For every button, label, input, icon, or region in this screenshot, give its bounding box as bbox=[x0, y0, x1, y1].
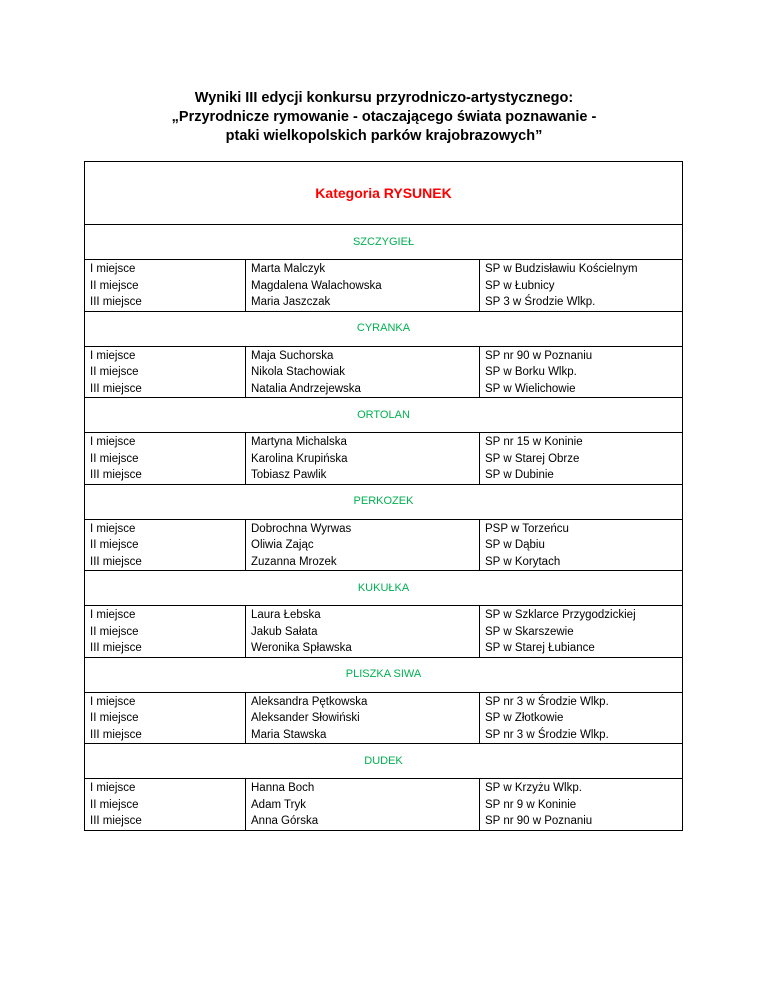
winner-name: Karolina Krupińska bbox=[251, 452, 348, 465]
place-cell bbox=[85, 346, 246, 398]
school-cell bbox=[480, 779, 683, 831]
document-title bbox=[0, 89, 768, 146]
title-line-1: Wyniki III edycji konkursu przyrodniczo-artystycznego: bbox=[194, 90, 574, 106]
results-row bbox=[85, 692, 683, 744]
species-row bbox=[85, 484, 683, 519]
winner-name: Laura Łebska bbox=[251, 609, 321, 621]
place-cell bbox=[85, 692, 246, 744]
place: II miejsce bbox=[90, 539, 139, 551]
results-row bbox=[85, 260, 683, 312]
school: SP w Starej Obrze bbox=[485, 452, 580, 465]
results-row bbox=[85, 433, 683, 485]
place: I miejsce bbox=[90, 522, 136, 535]
species-heading: ORTOLAN bbox=[85, 398, 683, 433]
winner-name-cell bbox=[246, 346, 480, 398]
winner-name: Natalia Andrzejewska bbox=[251, 382, 361, 395]
place: I miejsce bbox=[90, 609, 136, 621]
winner-name-cell bbox=[246, 779, 480, 831]
school-cell bbox=[480, 606, 683, 658]
results-row bbox=[85, 779, 683, 831]
place: III miejsce bbox=[90, 815, 142, 827]
species-heading: SZCZYGIEŁ bbox=[85, 225, 683, 260]
category-row bbox=[85, 162, 683, 225]
winner-name: Hanna Boch bbox=[251, 782, 315, 794]
place: I miejsce bbox=[90, 263, 136, 275]
place: III miejsce bbox=[90, 642, 142, 654]
school-cell bbox=[480, 433, 683, 485]
school: SP nr 15 w Koninie bbox=[485, 436, 583, 448]
school: SP w Wielichowie bbox=[485, 382, 576, 395]
place: II miejsce bbox=[90, 625, 139, 638]
results-body bbox=[85, 162, 683, 831]
title-line-3: ptaki wielkopolskich parków krajobrazowych” bbox=[225, 128, 543, 144]
place: III miejsce bbox=[90, 469, 142, 481]
winner-name: Nikola Stachowiak bbox=[251, 366, 345, 378]
place: III miejsce bbox=[90, 382, 142, 395]
winner-name-cell bbox=[246, 260, 480, 312]
school: SP nr 90 w Poznaniu bbox=[485, 349, 593, 362]
winner-name-cell bbox=[246, 692, 480, 744]
school: SP w Starej Łubiance bbox=[485, 642, 595, 654]
place: II miejsce bbox=[90, 798, 139, 811]
species-heading: CYRANKA bbox=[85, 311, 683, 346]
winner-name: Aleksandra Pętkowska bbox=[251, 695, 368, 708]
school: SP w Szklarce Przygodzickiej bbox=[485, 609, 636, 621]
results-row bbox=[85, 346, 683, 398]
winner-name: Weronika Spławska bbox=[251, 642, 352, 654]
winner-name: Adam Tryk bbox=[251, 798, 306, 811]
winner-name: Jakub Sałata bbox=[251, 625, 318, 638]
place: III miejsce bbox=[90, 555, 142, 568]
winner-name: Oliwia Zając bbox=[251, 539, 314, 551]
school: SP 3 w Środzie Wlkp. bbox=[485, 296, 596, 308]
title-line-2: „Przyrodnicze rymowanie - otaczającego świata poznawanie - bbox=[171, 109, 597, 125]
winner-name: Aleksander Słowiński bbox=[251, 712, 360, 724]
place: I miejsce bbox=[90, 695, 136, 708]
place: II miejsce bbox=[90, 279, 139, 292]
school: SP nr 9 w Koninie bbox=[485, 798, 577, 811]
species-heading: DUDEK bbox=[85, 744, 683, 779]
species-heading: PERKOZEK bbox=[85, 484, 683, 519]
place: I miejsce bbox=[90, 436, 136, 448]
school: SP w Skarszewie bbox=[485, 625, 574, 638]
school: SP nr 3 w Środzie Wlkp. bbox=[485, 695, 609, 708]
species-row bbox=[85, 398, 683, 433]
species-row bbox=[85, 744, 683, 779]
winner-name: Tobiasz Pawlik bbox=[251, 469, 327, 481]
place-cell bbox=[85, 779, 246, 831]
place-cell bbox=[85, 260, 246, 312]
winner-name-cell bbox=[246, 433, 480, 485]
school: SP w Dąbiu bbox=[485, 539, 545, 551]
winner-name: Anna Górska bbox=[251, 815, 319, 827]
school-cell bbox=[480, 346, 683, 398]
place: III miejsce bbox=[90, 728, 142, 741]
species-row bbox=[85, 657, 683, 692]
school: SP w Korytach bbox=[485, 555, 561, 568]
school: SP w Złotkowie bbox=[485, 712, 564, 724]
winner-name: Magdalena Walachowska bbox=[251, 279, 382, 292]
winner-name: Martyna Michalska bbox=[251, 436, 347, 448]
winner-name: Maja Suchorska bbox=[251, 349, 334, 362]
school-cell bbox=[480, 260, 683, 312]
winner-name: Marta Malczyk bbox=[251, 263, 326, 275]
species-row bbox=[85, 225, 683, 260]
place: III miejsce bbox=[90, 296, 142, 308]
results-row bbox=[85, 519, 683, 571]
category-heading: Kategoria RYSUNEK bbox=[85, 162, 683, 225]
school: SP w Krzyżu Wlkp. bbox=[485, 782, 582, 794]
school-cell bbox=[480, 692, 683, 744]
school: SP w Budzisławiu Kościelnym bbox=[485, 263, 638, 275]
winner-name-cell bbox=[246, 606, 480, 658]
school: PSP w Torzeńcu bbox=[485, 522, 569, 535]
winner-name: Maria Stawska bbox=[251, 728, 327, 741]
school: SP w Borku Wlkp. bbox=[485, 366, 577, 378]
place-cell bbox=[85, 433, 246, 485]
place-cell bbox=[85, 519, 246, 571]
results-row bbox=[85, 606, 683, 658]
winner-name: Dobrochna Wyrwas bbox=[251, 522, 352, 535]
place: II miejsce bbox=[90, 452, 139, 465]
winner-name: Maria Jaszczak bbox=[251, 296, 331, 308]
school: SP nr 90 w Poznaniu bbox=[485, 815, 593, 827]
winner-name-cell bbox=[246, 519, 480, 571]
results-table bbox=[84, 161, 683, 831]
place-cell bbox=[85, 606, 246, 658]
place: II miejsce bbox=[90, 712, 139, 724]
species-heading: PLISZKA SIWA bbox=[85, 657, 683, 692]
school-cell bbox=[480, 519, 683, 571]
school: SP w Łubnicy bbox=[485, 279, 555, 292]
place: I miejsce bbox=[90, 349, 136, 362]
place: II miejsce bbox=[90, 366, 139, 378]
school: SP w Dubinie bbox=[485, 469, 554, 481]
species-row bbox=[85, 311, 683, 346]
school: SP nr 3 w Środzie Wlkp. bbox=[485, 728, 609, 741]
species-heading: KUKUŁKA bbox=[85, 571, 683, 606]
place: I miejsce bbox=[90, 782, 136, 794]
species-row bbox=[85, 571, 683, 606]
winner-name: Zuzanna Mrozek bbox=[251, 555, 337, 568]
